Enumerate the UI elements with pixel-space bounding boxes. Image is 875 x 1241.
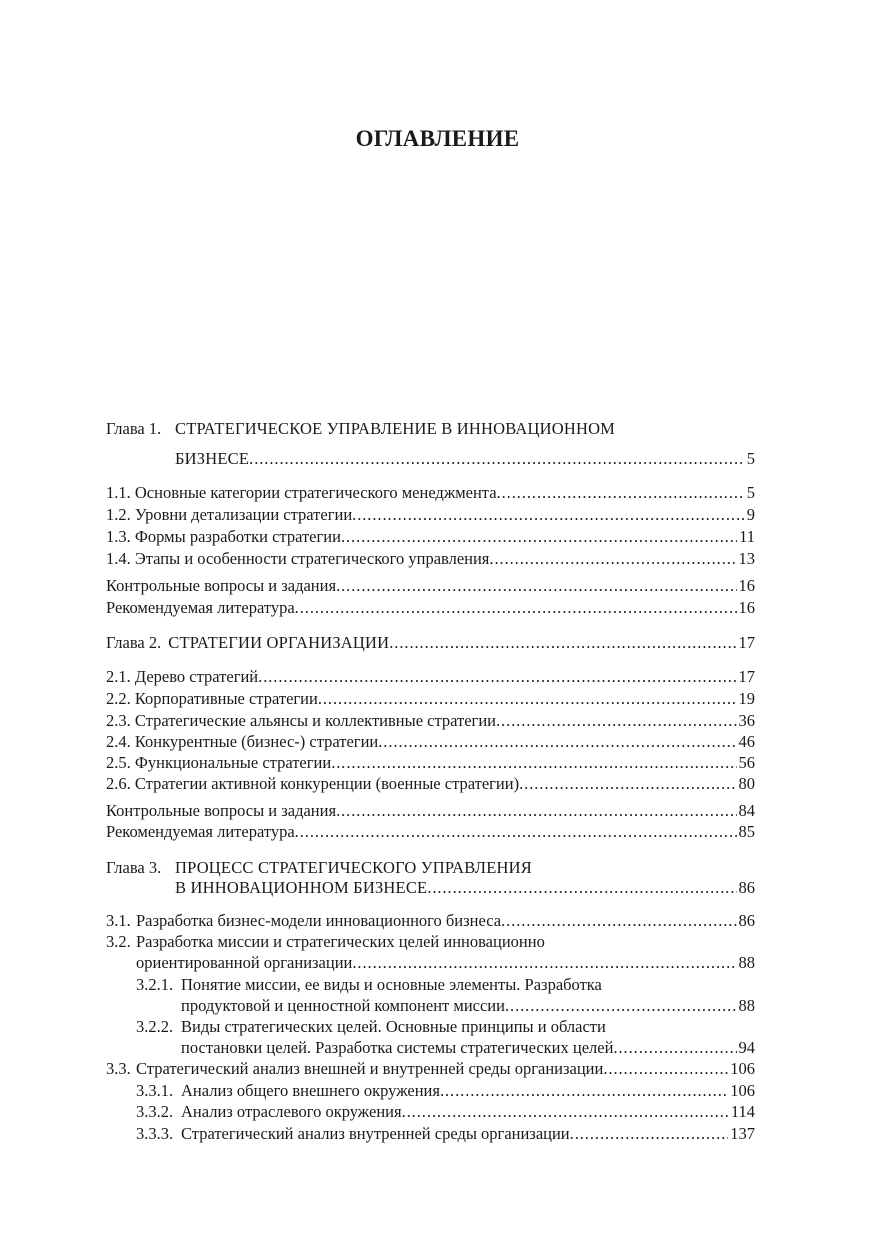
chapter-3-title-line1: ПРОЦЕСС СТРАТЕГИЧЕСКОГО УПРАВЛЕНИЯ [175, 858, 532, 877]
section-number: 3.2.2. [136, 1017, 174, 1036]
toc-entry-2-1[interactable]: 2.1. Дерево стратегий . . . 17 [106, 666, 755, 688]
section-number: 3.2. [106, 932, 131, 951]
chapter-2-label: Глава 2. [106, 633, 162, 652]
page-number: 5 [746, 449, 755, 468]
section-number: 3.3.3. [136, 1124, 174, 1143]
toc-entry-1-3[interactable]: 1.3. Формы разработки стратегии . . . 11 [106, 526, 755, 548]
leader-dots [249, 448, 745, 470]
toc-entry-3-2-2[interactable]: постановки целей. Разработка системы стратегических целей . . . 94 [181, 1037, 755, 1059]
chapter-2-title: СТРАТЕГИИ ОРГАНИЗАЦИИ [168, 633, 390, 652]
toc-entry-3-2-1-line1: Понятие миссии, ее виды и основные элементы. Разработка [181, 975, 602, 994]
chapter-2-heading[interactable]: Глава 2. СТРАТЕГИИ ОРГАНИЗАЦИИ . . . 17 [106, 632, 755, 654]
toc-entry-2-5[interactable]: 2.5. Функциональные стратегии . . . 56 [106, 752, 755, 774]
section-number: 3.1. [106, 911, 131, 930]
toc-entry-ch2-literature[interactable]: Рекомендуемая литература . . . 85 [106, 821, 755, 843]
toc-entry-3-1[interactable]: Разработка бизнес-модели инновационного бизнеса . . . 86 [136, 910, 755, 932]
toc-entry-ch1-questions[interactable]: Контрольные вопросы и задания . . . 16 [106, 575, 755, 597]
toc-entry-2-4[interactable]: 2.4. Конкурентные (бизнес-) стратегии . . . 46 [106, 731, 755, 753]
toc-entry-1-2[interactable]: 1.2. Уровни детализации стратегии . . . 9 [106, 504, 755, 526]
toc-entry-3-3[interactable]: Стратегический анализ внешней и внутренней среды организации . . . 106 [136, 1058, 755, 1080]
chapter-1-label: Глава 1. [106, 419, 162, 438]
chapter-3-label: Глава 3. [106, 858, 162, 877]
section-number: 3.3. [106, 1059, 131, 1078]
toc-entry-2-2[interactable]: 2.2. Корпоративные стратегии . . . 19 [106, 688, 755, 710]
toc-entry-3-2[interactable]: ориентированной организации . . . 88 [136, 952, 755, 974]
section-number: 3.3.2. [136, 1102, 174, 1121]
toc-entry-3-2-line1: Разработка миссии и стратегических целей инновационно [136, 932, 545, 951]
toc-entry-3-2-1[interactable]: продуктовой и ценностной компонент миссии . . . 88 [181, 995, 755, 1017]
chapter-3-title-line2[interactable]: В ИННОВАЦИОННОМ БИЗНЕСЕ . . . 86 [175, 877, 755, 899]
chapter-1-title-line2[interactable]: БИЗНЕСЕ . . . 5 [175, 448, 755, 470]
toc-entry-2-6[interactable]: 2.6. Стратегии активной конкуренции (военные стратегии) . . . 80 [106, 773, 755, 795]
page-title: ОГЛАВЛЕНИЕ [355, 126, 520, 151]
section-number: 3.2.1. [136, 975, 174, 994]
toc-entry-3-3-2[interactable]: Анализ отраслевого окружения . . . 114 [181, 1101, 755, 1123]
toc-entry-3-3-3[interactable]: Стратегический анализ внутренней среды организации . . . 137 [181, 1123, 755, 1145]
toc-entry-2-3[interactable]: 2.3. Стратегические альянсы и коллективные стратегии . . . 36 [106, 710, 755, 732]
section-number: 3.3.1. [136, 1081, 174, 1100]
toc-entry-1-1[interactable]: 1.1. Основные категории стратегического менеджмента . . . 5 [106, 482, 755, 504]
toc-entry-ch1-literature[interactable]: Рекомендуемая литература . . . 16 [106, 597, 755, 619]
toc-entry-3-3-1[interactable]: Анализ общего внешнего окружения . . . 106 [181, 1080, 755, 1102]
toc-entry-1-4[interactable]: 1.4. Этапы и особенности стратегического управления . . . 13 [106, 548, 755, 570]
toc-entry-3-2-2-line1: Виды стратегических целей. Основные принципы и области [181, 1017, 606, 1036]
chapter-1-title-line1: СТРАТЕГИЧЕСКОЕ УПРАВЛЕНИЕ В ИННОВАЦИОННОМ [175, 419, 616, 438]
toc-entry-ch2-questions[interactable]: Контрольные вопросы и задания . . . 84 [106, 800, 755, 822]
